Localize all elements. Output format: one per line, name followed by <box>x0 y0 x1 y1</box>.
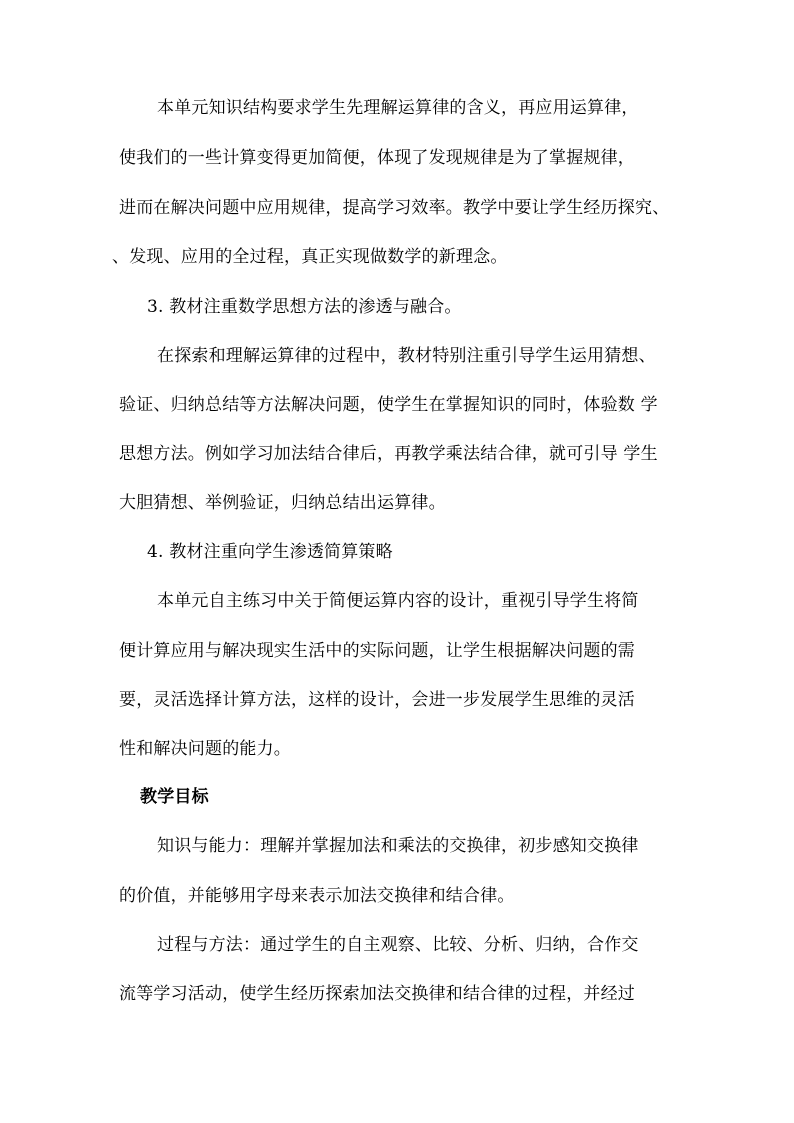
paragraph-4-line-1: 知识与能力：理解并掌握加法和乘法的交换律，初步感知交换律 <box>157 836 639 856</box>
paragraph-2-line-3: 思想方法。例如学习加法结合律后，再教学乘法结合律，就可引导 学生 <box>119 444 658 464</box>
section-title: 教学目标 <box>140 787 209 807</box>
paragraph-1-line-1: 本单元知识结构要求学生先理解运算律的含义，再应用运算律， <box>157 98 639 118</box>
paragraph-1-line-2: 使我们的一些计算变得更加简便，体现了发现规律是为了掌握规律， <box>119 148 635 168</box>
paragraph-5-line-1: 过程与方法：通过学生的自主观察、比较、分析、归纳，合作交 <box>157 935 639 955</box>
paragraph-3-line-2: 便计算应用与解决现实生活中的实际问题，让学生根据解决问题的需 <box>119 641 635 661</box>
heading-4: 4. 教材注重向学生渗透简算策略 <box>147 542 393 562</box>
paragraph-2-line-1: 在探索和理解运算律的过程中，教材特别注重引导学生运用猜想、 <box>157 346 656 366</box>
paragraph-2-line-2: 验证、归纳总结等方法解决问题，使学生在掌握知识的同时，体验数 学 <box>119 395 658 415</box>
paragraph-1-line-4: 、发现、应用的全过程，真正实现做数学的新理念。 <box>112 247 508 267</box>
paragraph-1-line-3: 进而在解决问题中应用规律，提高学习效率。教学中要让学生经历探究、 <box>119 198 670 218</box>
paragraph-3-line-3: 要，灵活选择计算方法，这样的设计，会进一步发展学生思维的灵活 <box>119 690 635 710</box>
paragraph-5-line-2: 流等学习活动，使学生经历探索加法交换律和结合律的过程，并经过 <box>119 984 635 1004</box>
paragraph-4-line-2: 的价值，并能够用字母来表示加法交换律和结合律。 <box>119 886 515 906</box>
paragraph-2-line-4: 大胆猜想、举例验证，归纳总结出运算律。 <box>119 493 446 513</box>
paragraph-3-line-1: 本单元自主练习中关于简便运算内容的设计，重视引导学生将简 <box>157 591 639 611</box>
heading-3: 3. 教材注重数学思想方法的渗透与融合。 <box>147 297 462 317</box>
paragraph-3-line-4: 性和解决问题的能力。 <box>119 739 291 759</box>
